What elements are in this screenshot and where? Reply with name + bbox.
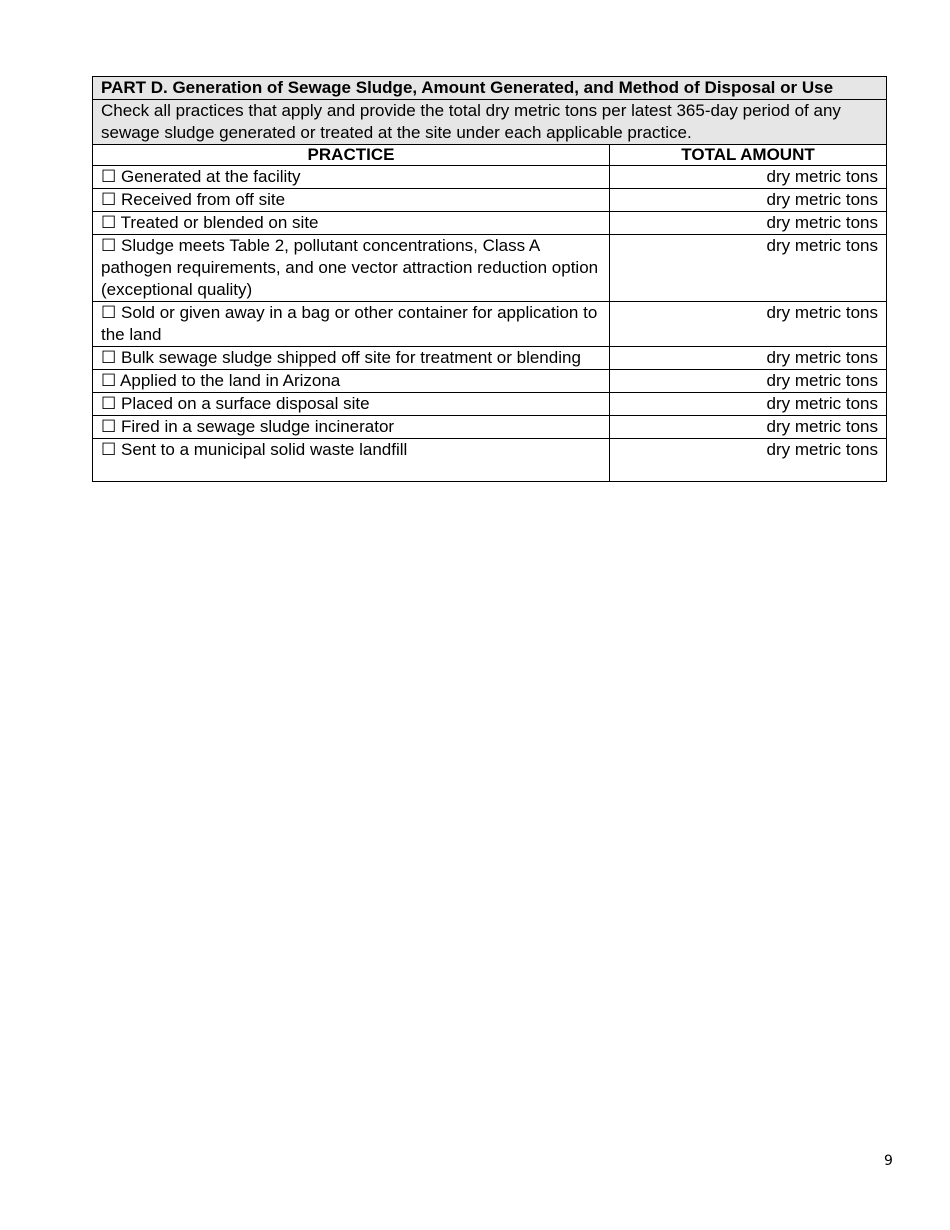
table-row xyxy=(93,212,887,235)
total-amount-column-header: TOTAL AMOUNT xyxy=(610,145,887,166)
practice-cell xyxy=(93,393,610,416)
practice-label: Sold or given away in a bag or other container for application to the land xyxy=(101,303,598,344)
practice-label: Generated at the facility xyxy=(120,167,301,186)
amount-cell[interactable] xyxy=(610,189,887,212)
table-row xyxy=(93,235,887,302)
practice-cell xyxy=(93,189,610,212)
practice-label: Sludge meets Table 2, pollutant concentrations, Class A pathogen requirements, and one vector attraction reduction option (exceptional quality) xyxy=(101,236,599,299)
practice-cell xyxy=(93,416,610,439)
practice-cell xyxy=(93,212,610,235)
unit-label: dry metric tons xyxy=(766,371,878,390)
checkbox[interactable]: ☐ xyxy=(101,167,117,186)
table-row xyxy=(93,189,887,212)
unit-label: dry metric tons xyxy=(766,236,878,255)
amount-cell[interactable] xyxy=(610,416,887,439)
unit-label: dry metric tons xyxy=(766,303,878,322)
table-row xyxy=(93,439,887,482)
practice-label: Fired in a sewage sludge incinerator xyxy=(120,417,395,436)
table-row xyxy=(93,166,887,189)
column-header-row xyxy=(93,145,887,166)
checkbox[interactable]: ☐ xyxy=(101,394,117,413)
table-row xyxy=(93,416,887,439)
checkbox[interactable]: ☐ xyxy=(101,190,117,209)
amount-cell[interactable] xyxy=(610,235,887,302)
amount-cell[interactable] xyxy=(610,212,887,235)
checkbox[interactable]: ☐ xyxy=(101,236,117,255)
unit-label: dry metric tons xyxy=(766,440,878,459)
table-row xyxy=(93,302,887,347)
practice-column-header: PRACTICE xyxy=(93,145,610,166)
practice-cell xyxy=(93,370,610,393)
unit-label: dry metric tons xyxy=(766,394,878,413)
checkbox[interactable]: ☐ xyxy=(101,417,117,436)
unit-label: dry metric tons xyxy=(766,348,878,367)
practice-label: Sent to a municipal solid waste landfill xyxy=(120,440,408,459)
unit-label: dry metric tons xyxy=(766,190,878,209)
checkbox[interactable]: ☐ xyxy=(101,348,117,367)
practice-cell xyxy=(93,302,610,347)
amount-cell[interactable] xyxy=(610,393,887,416)
practice-label: Placed on a surface disposal site xyxy=(120,394,370,413)
part-d-instructions: Check all practices that apply and provide the total dry metric tons per latest 365-day period of any sewage sludge generated or treated at the site under each applicable practice. xyxy=(93,100,887,145)
part-d-title-row xyxy=(93,77,887,100)
amount-cell[interactable] xyxy=(610,439,887,482)
practice-cell xyxy=(93,166,610,189)
practice-label: Received from off site xyxy=(120,190,286,209)
practice-cell xyxy=(93,439,610,482)
table-row xyxy=(93,347,887,370)
part-d-title: PART D. Generation of Sewage Sludge, Amount Generated, and Method of Disposal or Use xyxy=(93,77,887,100)
practice-label: Bulk sewage sludge shipped off site for treatment or blending xyxy=(120,348,581,367)
part-d-instructions-row xyxy=(93,100,887,145)
checkbox[interactable]: ☐ xyxy=(101,303,117,322)
page-number: 9 xyxy=(884,1153,893,1169)
practice-cell xyxy=(93,347,610,370)
unit-label: dry metric tons xyxy=(766,167,878,186)
practice-label: Treated or blended on site xyxy=(120,213,319,232)
unit-label: dry metric tons xyxy=(766,213,878,232)
checkbox[interactable]: ☐ xyxy=(101,440,117,459)
practice-label: Applied to the land in Arizona xyxy=(120,371,341,390)
amount-cell[interactable] xyxy=(610,347,887,370)
table-row xyxy=(93,370,887,393)
table-row xyxy=(93,393,887,416)
checkbox[interactable]: ☐ xyxy=(101,371,117,390)
practice-cell xyxy=(93,235,610,302)
amount-cell[interactable] xyxy=(610,302,887,347)
amount-cell[interactable] xyxy=(610,370,887,393)
unit-label: dry metric tons xyxy=(766,417,878,436)
checkbox[interactable]: ☐ xyxy=(101,213,117,232)
part-d-table xyxy=(92,76,887,482)
amount-cell[interactable] xyxy=(610,166,887,189)
